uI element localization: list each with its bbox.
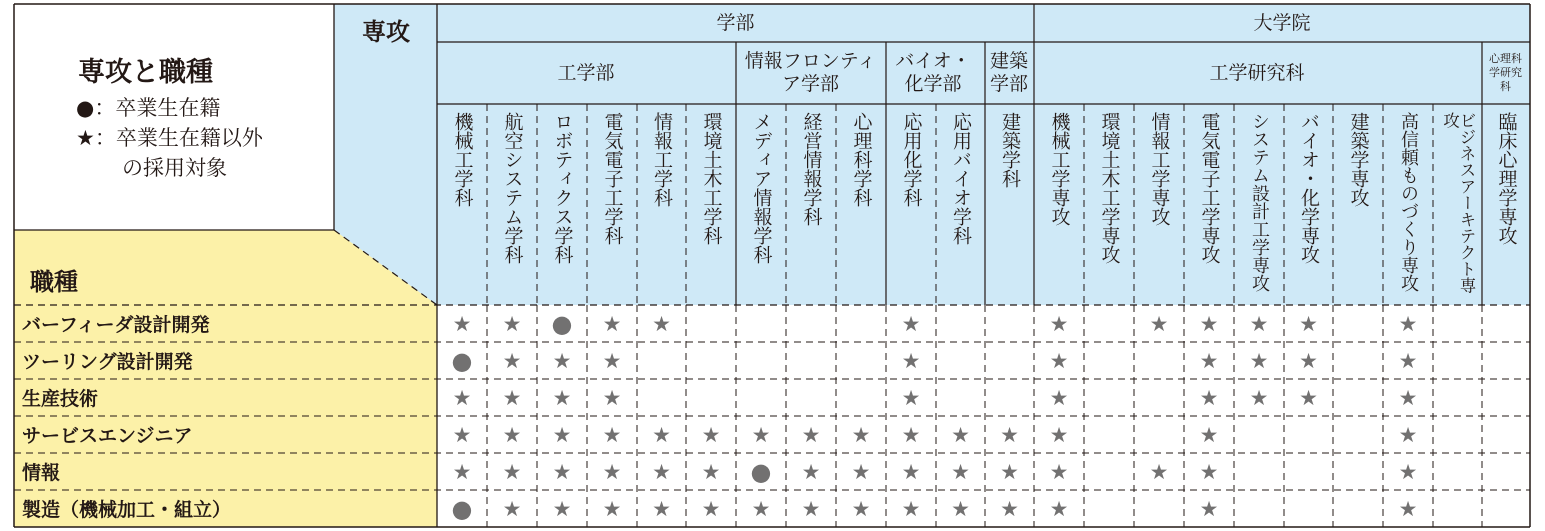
major-label: 建築学科	[999, 112, 1021, 188]
major-label: 航空システム学科	[501, 112, 524, 264]
star-icon: ★	[502, 422, 522, 447]
star-icon: ★	[751, 496, 771, 521]
star-icon: ★	[1199, 385, 1219, 410]
star-icon: ★	[801, 422, 821, 447]
major-label: 電気電子工学専攻	[1198, 112, 1221, 264]
job-label: 生産技術	[22, 388, 99, 410]
subgroup-bio-chem: バイオ・化学部	[895, 50, 971, 95]
major-label: 機械工学専攻	[1048, 112, 1071, 226]
star-icon: ★	[901, 348, 921, 373]
major-label: 環境土木工学科	[700, 112, 723, 245]
subgroup-psych-grad: 心理科学研究科	[1489, 52, 1522, 93]
star-icon: ★	[452, 385, 472, 410]
subgroup-architecture: 建築学部	[989, 50, 1028, 95]
star-icon: ★	[602, 496, 622, 521]
major-label: 機械工学科	[451, 112, 474, 207]
star-icon: ★	[1199, 496, 1219, 521]
star-icon: ★	[851, 459, 871, 484]
star-icon: ★	[901, 385, 921, 410]
major-label: 応用バイオ学科	[950, 112, 972, 245]
major-label: バイオ・化学専攻	[1298, 112, 1320, 264]
table-title: 専攻と職種	[78, 57, 213, 88]
star-icon: ★	[1049, 385, 1069, 410]
star-icon: ★	[901, 311, 921, 336]
star-icon: ★	[652, 459, 671, 484]
star-icon: ★	[1149, 459, 1169, 484]
major-label: 情報工学科	[651, 112, 673, 207]
major-label: 環境土木工学専攻	[1098, 112, 1121, 264]
star-icon: ★	[452, 422, 472, 447]
star-icon: ★	[452, 311, 472, 336]
star-icon: ★	[652, 496, 671, 521]
star-icon: ★	[751, 422, 771, 447]
circle-icon: ●	[551, 309, 573, 338]
major-label: 応用化学科	[900, 112, 923, 207]
star-icon: ★	[1398, 385, 1418, 410]
star-icon: ★	[1199, 422, 1219, 447]
major-header-label: 専攻	[362, 18, 410, 46]
major-label: 経営情報学科	[800, 112, 823, 226]
star-icon: ★	[1249, 385, 1269, 410]
star-icon: ★	[851, 496, 871, 521]
star-icon: ★	[552, 459, 572, 484]
star-icon: ★	[552, 348, 572, 373]
job-label: ツーリング設計開発	[22, 351, 193, 373]
star-icon: ★	[1000, 422, 1019, 447]
star-icon: ★	[1049, 348, 1069, 373]
star-icon: ★	[652, 422, 671, 447]
star-icon: ★	[1398, 311, 1418, 336]
star-icon: ★	[602, 348, 622, 373]
star-icon: ★	[851, 422, 871, 447]
star-icon: ★	[502, 311, 522, 336]
star-icon: ★	[701, 422, 721, 447]
star-icon: ★	[502, 459, 522, 484]
group-graduate: 大学院	[1253, 11, 1311, 34]
group-undergrad: 学部	[716, 11, 755, 34]
star-icon: ★	[1249, 348, 1269, 373]
star-icon: ★	[602, 422, 622, 447]
star-icon: ★	[1398, 348, 1418, 373]
subgroup-info-frontier: 情報フロンティア学部	[744, 50, 877, 95]
star-icon: ★	[1398, 459, 1418, 484]
major-label: 電気電子工学科	[601, 112, 624, 245]
major-label: 臨床心理学専攻	[1495, 112, 1518, 245]
star-icon: ★	[76, 126, 95, 150]
major-label: 心理科学科	[850, 112, 873, 207]
major-label: ビジネスアーキテクト専攻	[1440, 112, 1476, 294]
star-icon: ★	[801, 459, 821, 484]
circle-icon: ●	[451, 494, 473, 523]
star-icon: ★	[901, 422, 921, 447]
circle-icon: ●	[750, 457, 772, 486]
star-icon: ★	[701, 459, 721, 484]
star-icon: ★	[1049, 459, 1069, 484]
job-label: バーフィーダ設計開発	[22, 314, 210, 336]
star-icon: ★	[502, 496, 522, 521]
major-label: 高信頼ものづくり専攻	[1398, 112, 1419, 292]
subgroup-grad-engineering: 工学研究科	[1209, 61, 1305, 84]
legend-text-2: ：卒業生在籍以外	[94, 126, 263, 150]
star-icon: ★	[951, 459, 970, 484]
star-icon: ★	[951, 422, 970, 447]
job-label: 情報	[22, 462, 61, 484]
star-icon: ★	[552, 385, 572, 410]
star-icon: ★	[452, 459, 472, 484]
major-label: メディア情報学科	[750, 112, 773, 264]
job-header-label: 職種	[30, 268, 78, 296]
job-label: サービスエンジニア	[22, 425, 193, 447]
star-icon: ★	[1199, 311, 1219, 336]
star-icon: ★	[901, 459, 921, 484]
star-icon: ★	[1299, 385, 1318, 410]
star-icon: ★	[951, 496, 970, 521]
star-icon: ★	[1000, 459, 1019, 484]
star-icon: ★	[901, 496, 921, 521]
star-icon: ★	[1299, 311, 1318, 336]
job-label: 製造（機械加工・組立）	[22, 499, 232, 521]
subgroup-engineering: 工学部	[557, 61, 615, 84]
legend-line-3: の採用対象	[122, 156, 227, 180]
star-icon: ★	[1398, 496, 1418, 521]
star-icon: ★	[1049, 311, 1069, 336]
star-icon: ★	[1049, 496, 1069, 521]
star-icon: ★	[552, 496, 572, 521]
star-icon: ★	[602, 311, 622, 336]
major-label: 情報工学専攻	[1148, 112, 1171, 226]
star-icon: ★	[1299, 348, 1318, 373]
circle-icon: ●	[451, 346, 473, 375]
star-icon: ★	[552, 422, 572, 447]
star-icon: ★	[801, 496, 821, 521]
star-icon: ★	[1149, 311, 1169, 336]
star-icon: ★	[1398, 422, 1418, 447]
star-icon: ★	[502, 348, 522, 373]
star-icon: ★	[1049, 422, 1069, 447]
star-icon: ★	[502, 385, 522, 410]
star-icon: ★	[1249, 311, 1269, 336]
star-icon: ★	[602, 459, 622, 484]
star-icon: ★	[1000, 496, 1019, 521]
major-label: ロボティクス学科	[551, 112, 574, 264]
legend-text-1: ：卒業生在籍	[94, 96, 221, 120]
star-icon: ★	[602, 385, 622, 410]
circle-icon: ●	[76, 96, 95, 120]
star-icon: ★	[701, 496, 721, 521]
star-icon: ★	[1199, 348, 1219, 373]
star-icon: ★	[652, 311, 671, 336]
major-label: システム設計工学専攻	[1249, 112, 1270, 292]
star-icon: ★	[1199, 459, 1219, 484]
major-label: 建築学専攻	[1347, 112, 1370, 207]
